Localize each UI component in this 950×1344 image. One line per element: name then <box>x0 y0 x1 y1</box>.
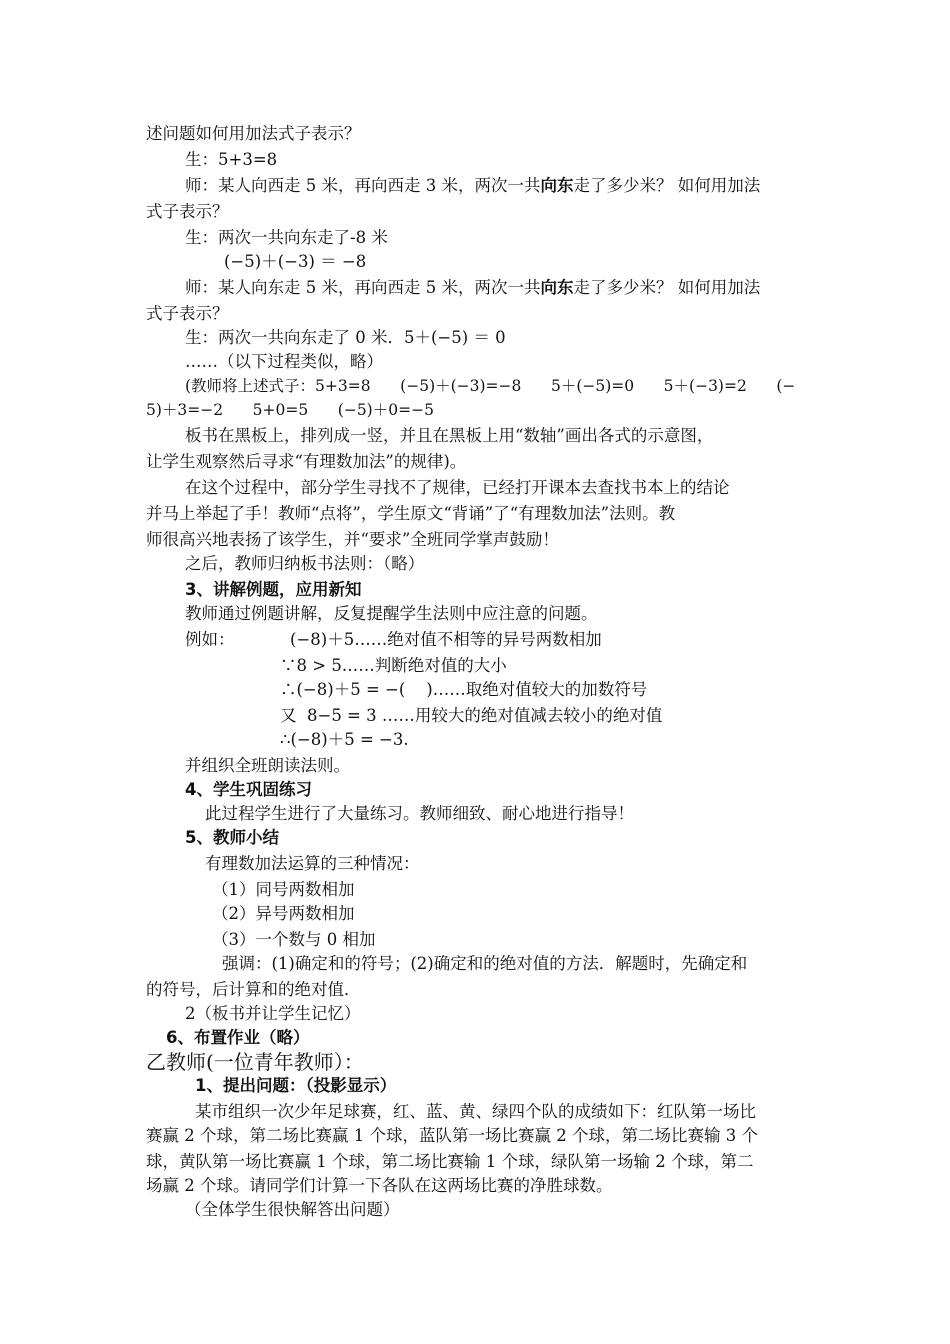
text-line: （全体学生很快解答出问题） <box>185 1200 400 1219</box>
section-heading: 3、讲解例题，应用新知 <box>185 580 362 599</box>
example-line: ∵8 > 5……判断绝对值的大小 <box>280 656 507 675</box>
text-line: 有理数加法运算的三种情况： <box>205 854 420 873</box>
text-line: 生：两次一共向东走了 0 米．5＋(−5) ＝ 0 <box>185 328 506 347</box>
example-line: ∴(−8)＋5 = −( )……取绝对值较大的加数符号 <box>280 680 648 699</box>
text-span: 走了多少米？ 如何用加法 <box>573 176 761 195</box>
text-line: 在这个过程中，部分学生寻找不了规律，已经打开课本去查找书本上的结论 <box>185 478 730 497</box>
text-line: 式子表示？ <box>146 304 229 323</box>
text-line: 例如： <box>185 630 235 649</box>
text-span: 走了多少米？ 如何用加法 <box>573 278 761 297</box>
text-line: 让学生观察然后寻求“有理数加法”的规律)。 <box>146 452 467 471</box>
text-line: 并组织全班朗读法则。 <box>185 756 350 775</box>
list-item: （2）异号两数相加 <box>212 904 355 923</box>
text-line: 此过程学生进行了大量练习。教师细致、耐心地进行指导！ <box>205 804 634 823</box>
text-line: 式子表示？ <box>146 202 229 221</box>
section-heading: 6、布置作业（略） <box>166 1028 310 1047</box>
text-line: 板书在黑板上，排列成一竖，并且在黑板上用“数轴”画出各式的示意图， <box>185 426 714 445</box>
text-line: 场赢 2 个球。请同学们计算一下各队在这两场比赛的净胜球数。 <box>146 1176 613 1195</box>
text-line: 并马上举起了手！教师“点将”，学生原文“背诵”了“有理数加法”法则。教 <box>146 504 676 523</box>
example-line: 又 8−5 = 3 ……用较大的绝对值减去较小的绝对值 <box>280 706 663 725</box>
example-line: (−8)＋5……绝对值不相等的异号两数相加 <box>290 630 602 649</box>
bold-emphasis: 向东 <box>540 176 574 195</box>
text-line: 生：5+3=8 <box>185 150 278 169</box>
text-line: 之后，教师归纳板书法则：（略） <box>185 554 425 573</box>
text-line: 述问题如何用加法式子表示？ <box>146 124 361 143</box>
text-line: 赛赢 2 个球，第二场比赛赢 1 个球，蓝队第一场比赛赢 2 个球，第二场比赛输 3 个 <box>146 1126 758 1145</box>
example-line: ∴(−8)＋5 = −3. <box>280 730 409 749</box>
text-line <box>185 175 760 197</box>
text-line: 某市组织一次少年足球赛，红、蓝、黄、绿四个队的成绩如下：红队第一场比 <box>195 1102 756 1121</box>
text-line: ……（以下过程类似，略） <box>185 352 383 371</box>
formula-line: (−5)＋(−3) ＝ −8 <box>224 252 367 271</box>
text-line: 的符号，后计算和的绝对值． <box>146 980 361 999</box>
section-heading: 5、教师小结 <box>185 828 279 847</box>
text-line: 强调：(1)确定和的符号；(2)确定和的绝对值的方法．解题时，先确定和 <box>222 954 748 973</box>
text-line: 师很高兴地表扬了该学生，并“要求”全班同学掌声鼓励！ <box>146 530 559 549</box>
list-item: （1）同号两数相加 <box>212 880 355 899</box>
text-line: 2（板书并让学生记忆） <box>185 1004 361 1023</box>
section-heading: 1、提出问题：（投影显示） <box>195 1076 397 1095</box>
text-line <box>185 277 760 299</box>
section-heading: 4、学生巩固练习 <box>185 780 312 799</box>
formula-line: (教师将上述式子：5+3=8 (−5)＋(−3)=−8 5＋(−5)=0 5＋(−3)=2 (− <box>185 377 796 395</box>
text-span: 师：某人向东走 5 米，再向西走 5 米，两次一共 <box>185 278 541 297</box>
formula-line: 5)＋3=−2 5+0=5 (−5)＋0=−5 <box>146 401 434 419</box>
subsection-title: 乙教师(一位青年教师）： <box>146 1050 364 1074</box>
bold-emphasis: 向东 <box>540 278 574 297</box>
text-span: 师：某人向西走 5 米，再向西走 3 米，两次一共 <box>185 176 541 195</box>
text-line: 生：两次一共向东走了-8 米 <box>185 228 388 247</box>
list-item: （3）一个数与 0 相加 <box>212 930 376 949</box>
text-line: 教师通过例题讲解，反复提醒学生法则中应注意的问题。 <box>185 604 598 623</box>
text-line: 球，黄队第一场比赛赢 1 个球，第二场比赛输 1 个球，绿队第一场输 2 个球，第二 <box>146 1152 754 1171</box>
